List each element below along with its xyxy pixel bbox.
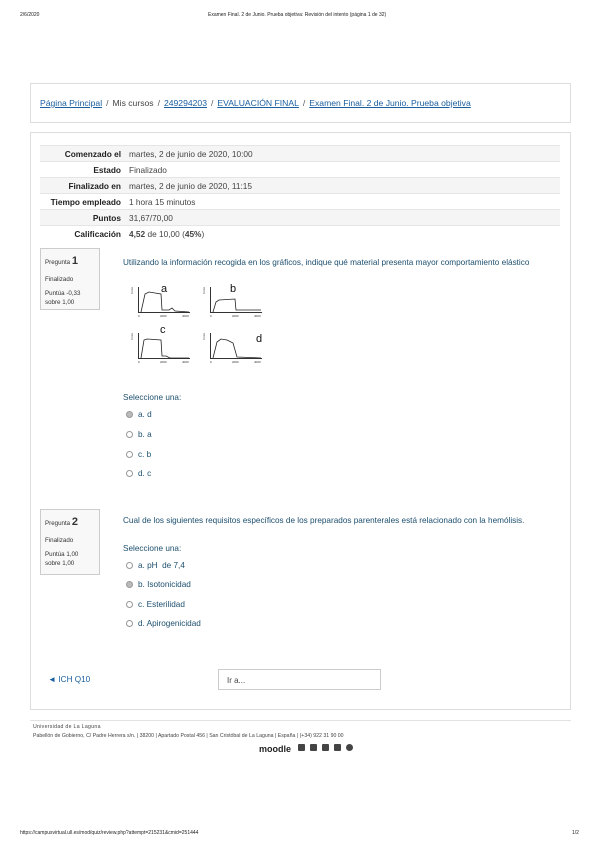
- question-prefix: Pregunta: [45, 259, 71, 266]
- graph-x-tick: 0: [210, 360, 212, 364]
- breadcrumb-my-courses: Mis cursos: [112, 98, 154, 108]
- grade-number: 4,52: [129, 228, 146, 239]
- graph-d: [202, 330, 264, 364]
- graph-x-tick: 4000: [182, 360, 189, 364]
- radio-button[interactable]: [126, 411, 133, 418]
- radio-button[interactable]: [126, 601, 133, 608]
- question-1-graphs: [130, 284, 280, 376]
- breadcrumb-separator: /: [106, 98, 109, 108]
- graph-x-tick: 2000: [160, 314, 167, 318]
- option-label: d. Apirogenicidad: [138, 619, 201, 628]
- table-row: [40, 162, 560, 178]
- graph-x-tick: 2000: [232, 314, 239, 318]
- graph-curve: [139, 334, 190, 359]
- breadcrumb-separator: /: [157, 98, 160, 108]
- graph-x-tick: 2000: [232, 360, 239, 364]
- question-1-info: [40, 248, 100, 310]
- question-1-select-label: Seleccione una:: [123, 393, 182, 402]
- question-number: 1: [71, 255, 78, 267]
- radio-button[interactable]: [126, 470, 133, 477]
- print-title: Examen Final. 2 de Junio. Prueba objetiva: Revisión del intento (página 1 de 32): [208, 12, 387, 18]
- option-label: b. a: [138, 430, 152, 439]
- breadcrumb-course-link[interactable]: 249294203: [163, 98, 207, 108]
- graph-x-tick: 0: [138, 314, 140, 318]
- print-page-number: 1/2: [572, 830, 579, 836]
- summary-label: Puntos: [40, 210, 125, 226]
- graph-a: [130, 284, 192, 318]
- graph-x-tick: 2000: [160, 360, 167, 364]
- graph-y-axis-label: force: [202, 287, 206, 294]
- summary-label: Finalizado en: [40, 178, 125, 194]
- graph-x-tick: 4000: [182, 314, 189, 318]
- facebook-icon[interactable]: [298, 744, 305, 751]
- radio-button[interactable]: [126, 451, 133, 458]
- summary-value: martes, 2 de junio de 2020, 11:15: [125, 178, 560, 194]
- graph-curve: [211, 288, 262, 313]
- question-points-max: sobre 1,00: [45, 299, 75, 307]
- breadcrumb-quiz-link[interactable]: Examen Final. 2 de Junio. Prueba objetiva: [309, 98, 471, 108]
- graph-label: b: [230, 283, 237, 295]
- option-label: c. b: [138, 450, 152, 459]
- question-2-text: Cual de los siguientes requisitos específicos de los preparados parenterales está relacionado con la hemólisis.: [123, 516, 525, 525]
- previous-activity-link[interactable]: ◄ ICH Q10: [48, 675, 91, 684]
- summary-value: 31,67/70,00: [125, 210, 560, 226]
- question-2-option-c[interactable]: [126, 600, 185, 609]
- question-2-option-b[interactable]: [126, 580, 191, 589]
- question-1-option-a[interactable]: [126, 410, 152, 419]
- radio-button[interactable]: [126, 620, 133, 627]
- question-2-info: [40, 509, 100, 575]
- footer-university: Universidad de La Laguna: [33, 724, 101, 730]
- question-2-option-a[interactable]: [126, 561, 185, 570]
- radio-button[interactable]: [126, 431, 133, 438]
- option-label: b. Isotonicidad: [138, 580, 191, 589]
- linkedin-icon[interactable]: [334, 744, 341, 751]
- question-number: 2: [71, 516, 78, 528]
- option-label: d. c: [138, 469, 152, 478]
- breadcrumb-separator: /: [210, 98, 214, 108]
- table-row: [40, 210, 560, 226]
- question-1-option-b[interactable]: [126, 430, 152, 439]
- graph-x-tick: 0: [210, 314, 212, 318]
- graph-y-axis-label: force: [202, 333, 206, 340]
- summary-value: martes, 2 de junio de 2020, 10:00: [125, 146, 560, 162]
- graph-label: d: [256, 333, 263, 345]
- question-state: Finalizado: [45, 536, 74, 544]
- question-1-text: Utilizando la información recogida en los gráficos, indique qué material presenta mayor comportamiento elástico: [123, 258, 530, 267]
- graph-x-tick: 4000: [254, 360, 261, 364]
- graph-curve: [211, 334, 262, 359]
- summary-value: 1 hora 15 minutos: [125, 194, 560, 210]
- youtube-icon[interactable]: [322, 744, 329, 751]
- question-state: Finalizado: [45, 275, 74, 283]
- graph-y-axis-label: force: [130, 333, 134, 340]
- breadcrumb: [30, 83, 571, 123]
- graph-b: [202, 284, 264, 318]
- question-points: Puntúa -0,33: [45, 289, 81, 297]
- question-2-select-label: Seleccione una:: [123, 544, 182, 553]
- radio-button[interactable]: [126, 581, 133, 588]
- table-row: [40, 194, 560, 210]
- graph-y-axis-label: force: [130, 287, 134, 294]
- grade-end: ): [201, 228, 205, 239]
- graph-x-tick: 4000: [254, 314, 261, 318]
- question-prefix: Pregunta: [45, 520, 71, 527]
- breadcrumb-home-link[interactable]: Página Principal: [40, 98, 103, 108]
- attempt-summary-table: [40, 145, 560, 242]
- breadcrumb-separator: /: [302, 98, 306, 108]
- question-points-max: sobre 1,00: [45, 560, 75, 568]
- footer-divider: [30, 720, 571, 721]
- table-row: [40, 146, 560, 162]
- option-label: c. Esterilidad: [138, 600, 185, 609]
- grade-percent: 45%: [184, 228, 202, 239]
- question-2-option-d[interactable]: [126, 619, 201, 628]
- table-row: [40, 178, 560, 194]
- social-links: [298, 744, 353, 751]
- globe-icon[interactable]: [346, 744, 353, 751]
- jump-to-select[interactable]: Ir a...: [218, 669, 381, 690]
- summary-label: Calificación: [40, 226, 125, 242]
- summary-label: Tiempo empleado: [40, 194, 125, 210]
- print-date: 2/6/2020: [20, 12, 40, 18]
- summary-label: Estado: [40, 162, 125, 178]
- footer-address: Pabellón de Gobierno, C/ Padre Herrera s/n. | 38200 | Apartado Postal 456 | San Cristóbal de La Laguna | España | (+34) 922 31 90 00: [33, 733, 344, 739]
- graph-label: c: [160, 324, 166, 336]
- print-url: https://campusvirtual.ull.es/mod/quiz/review.php?attempt=215231&cmid=251444: [20, 830, 199, 836]
- twitter-icon[interactable]: [310, 744, 317, 751]
- question-1-option-d[interactable]: [126, 469, 151, 478]
- summary-label: Comenzado el: [40, 146, 125, 162]
- moodle-logo[interactable]: moodle: [259, 744, 292, 754]
- question-points: Puntúa 1,00: [45, 550, 79, 558]
- graph-label: a: [161, 283, 168, 295]
- summary-value: Finalizado: [125, 162, 560, 178]
- grade-value: [125, 226, 560, 242]
- graph-x-tick: 0: [138, 360, 140, 364]
- option-label: a. pH de 7,4: [138, 561, 185, 570]
- graph-c: [130, 324, 192, 364]
- breadcrumb-section-link[interactable]: EVALUACIÓN FINAL: [217, 98, 299, 108]
- question-1-option-c[interactable]: [126, 450, 151, 459]
- option-label: a. d: [138, 410, 152, 419]
- radio-button[interactable]: [126, 562, 133, 569]
- grade-rest: de 10,00 (: [145, 228, 185, 239]
- table-row: [40, 226, 560, 242]
